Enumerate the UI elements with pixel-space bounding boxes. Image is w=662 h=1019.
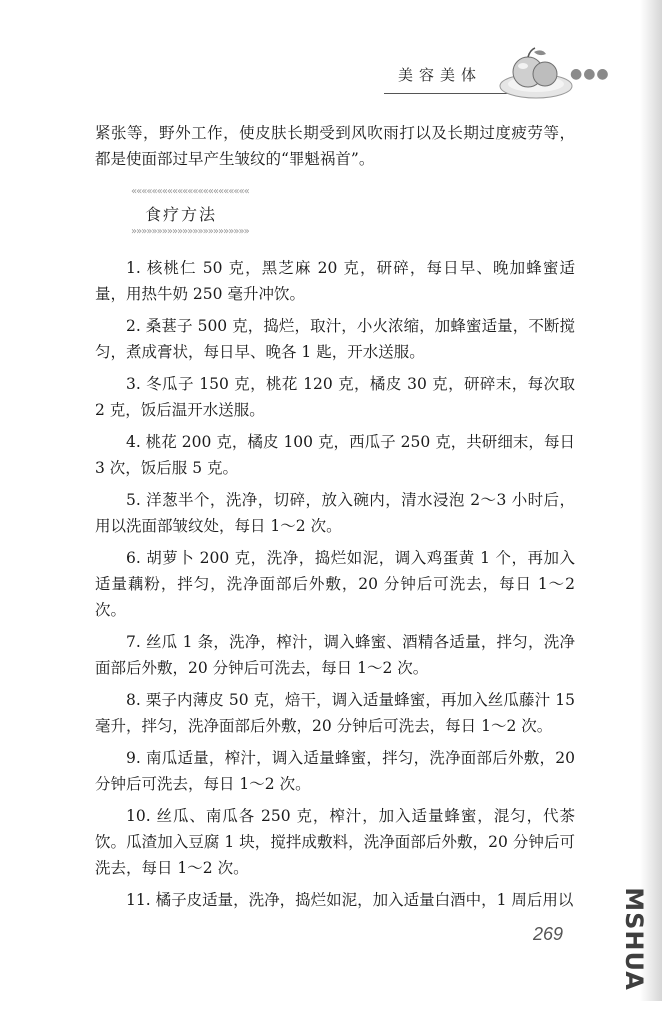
header-underline xyxy=(384,93,508,94)
watermark: MSHUA xyxy=(620,887,648,991)
decorative-dots: ●●● xyxy=(570,66,610,82)
list-item: 2. 桑葚子 500 克，捣烂，取汁，小火浓缩，加蜂蜜适量，不断搅匀，煮成膏状，每日早、晚各 1 匙，开水送服。 xyxy=(95,317,575,361)
recipe-list xyxy=(95,255,575,919)
list-item: 11. 橘子皮适量，洗净，捣烂如泥，加入适量白酒中，1 周后用以 xyxy=(126,891,574,909)
chevron-border-top-icon: ««««««««««««««««««««««« xyxy=(131,186,249,197)
chevron-border-bottom-icon: »»»»»»»»»»»»»»»»»»»»»»» xyxy=(131,226,249,237)
list-item: 9. 南瓜适量，榨汁，调入适量蜂蜜，拌匀，洗净面部后外敷，20 分钟后可洗去，每日 1～2 次。 xyxy=(95,749,575,793)
list-item: 1. 核桃仁 50 克，黑芝麻 20 克，研碎，每日早、晚加蜂蜜适量，用热牛奶 250 毫升冲饮。 xyxy=(95,259,575,303)
running-header-title: 美容美体 xyxy=(398,66,483,84)
intro-paragraph xyxy=(95,120,575,172)
intro-text: 紧张等，野外工作，使皮肤长期受到风吹雨打以及长期过度疲劳等，都是使面部过早产生皱纹的“罪魁祸首”。 xyxy=(95,124,575,168)
list-item: 5. 洋葱半个，洗净，切碎，放入碗内，清水浸泡 2～3 小时后，用以洗面部皱纹处，每日 1～2 次。 xyxy=(95,491,575,535)
list-item: 4. 桃花 200 克，橘皮 100 克，西瓜子 250 克，共研细末，每日 3 次，饭后服 5 克。 xyxy=(95,433,575,477)
list-item: 7. 丝瓜 1 条，洗净，榨汁，调入蜂蜜、酒精各适量，拌匀，洗净面部后外敷，20 分钟后可洗去，每日 1～2 次。 xyxy=(95,633,575,677)
section-title: 食疗方法 xyxy=(145,205,218,224)
list-item: 10. 丝瓜、南瓜各 250 克，榨汁，加入适量蜂蜜，混匀，代茶饮。瓜渣加入豆腐 1 块，搅拌成敷料，洗净面部后外敷，20 分钟后可洗去，每日 1～2 次。 xyxy=(95,807,575,877)
list-item: 8. 栗子内薄皮 50 克，焙干，调入适量蜂蜜，再加入丝瓜藤汁 15 毫升，拌匀，洗净面部后外敷，20 分钟后可洗去，每日 1～2 次。 xyxy=(95,691,575,735)
page-edge-shadow xyxy=(640,0,662,1001)
section-heading xyxy=(127,186,249,238)
apple-plate-icon xyxy=(498,44,574,102)
list-item: 6. 胡萝卜 200 克，洗净，捣烂如泥，调入鸡蛋黄 1 个，再加入适量藕粉，拌匀，洗净面部后外敷，20 分钟后可洗去，每日 1～2 次。 xyxy=(95,549,575,619)
list-item: 3. 冬瓜子 150 克，桃花 120 克，橘皮 30 克，研碎末，每次取 2 克，饭后温开水送服。 xyxy=(95,375,575,419)
page-number: 269 xyxy=(533,924,564,944)
